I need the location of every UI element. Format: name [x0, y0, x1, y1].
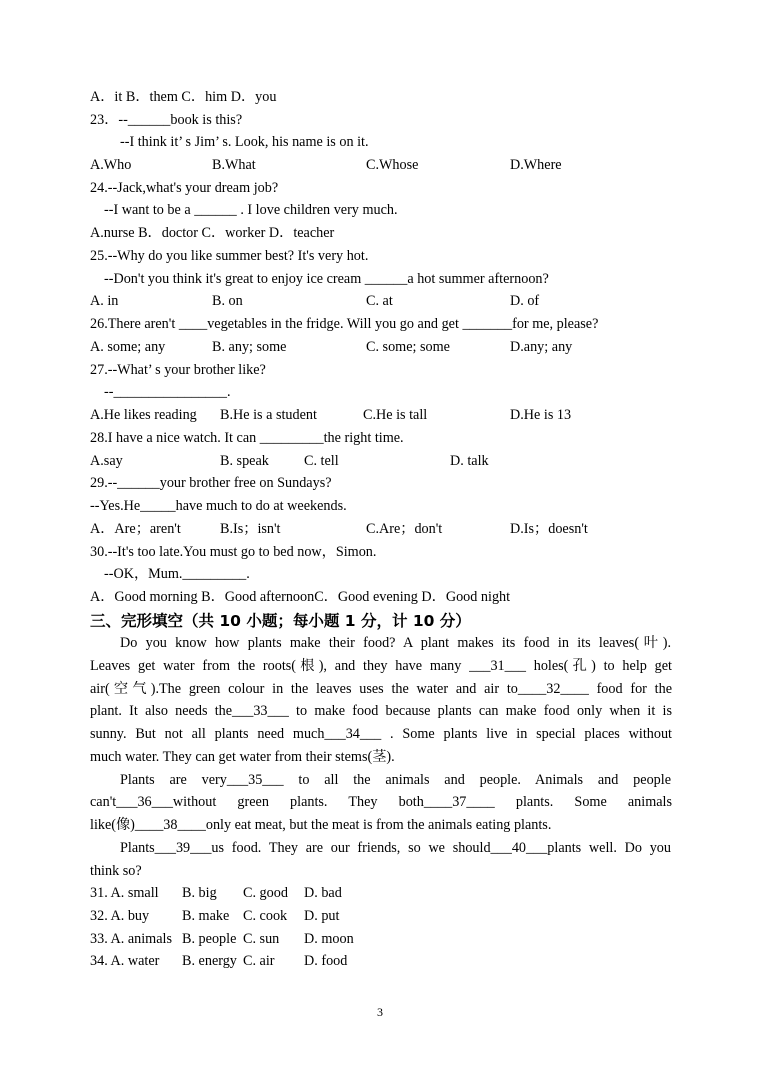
- option-a: A.Who: [90, 157, 132, 173]
- option-b: B. any; some: [212, 339, 287, 355]
- q24-options: A.nurse B．doctor C．worker D．teacher: [90, 225, 335, 241]
- option-a: A. some; any: [90, 339, 166, 355]
- cloze-options-33: [90, 928, 672, 950]
- passage-p1-line: much water. They can get water from their stems(茎).: [90, 749, 395, 765]
- option-c: C. some; some: [366, 339, 450, 355]
- option-c: C.Are；don't: [366, 521, 443, 537]
- option-a: A．Are；aren't: [90, 521, 181, 537]
- q22-options: A．it B．them C．him D．you: [90, 89, 277, 105]
- option-b: B. big: [182, 885, 217, 901]
- passage-p3-line: Plants___39___us food. They are our friends, so we should___40___plants well. Do you: [120, 840, 671, 856]
- passage-p1-line: Do you know how plants make their food? A plant makes its food in its leaves(叶).: [120, 635, 671, 651]
- option-c: C. cook: [243, 908, 288, 924]
- option-c: C.Whose: [366, 157, 419, 173]
- option-d: D. food: [304, 953, 348, 969]
- option-b: B. energy: [182, 953, 237, 969]
- passage-p2-line: Plants are very___35___ to all the animals and people. Animals and people: [120, 772, 671, 788]
- passage-p3-line: think so?: [90, 863, 142, 879]
- q26-stem: 26.There aren't ____vegetables in the fridge. Will you go and get _______for me, please?: [90, 316, 599, 332]
- q26-options: [90, 336, 672, 358]
- q27-stem: 27.--What’ s your brother like?: [90, 362, 266, 378]
- option-b: B. people: [182, 931, 237, 947]
- option-c: C.He is tall: [363, 407, 428, 423]
- page-number: 3: [377, 1005, 383, 1019]
- option-c: C. good: [243, 885, 288, 901]
- option-a: A.He likes reading: [90, 407, 197, 423]
- passage-p1-line: plant. It also needs the___33___ to make food because plants can make food only when it is: [90, 703, 672, 719]
- cloze-options-32: [90, 905, 672, 927]
- option-d: D.He is 13: [510, 407, 572, 423]
- q24-stem: 24.--Jack,what's your dream job?: [90, 180, 279, 196]
- q25-stem: 25.--Why do you like summer best? It's very hot.: [90, 248, 369, 264]
- option-b: B.He is a student: [220, 407, 317, 423]
- q23-dialog: --I think it’ s Jim’ s. Look, his name is on it.: [120, 134, 369, 150]
- option-b: B. make: [182, 908, 230, 924]
- option-c: C. sun: [243, 931, 280, 947]
- passage-p1-line: Leaves get water from the roots(根), and they have many ___31___ holes(孔) to help get: [90, 658, 672, 674]
- cloze-options-34: [90, 950, 672, 972]
- q29-options: [90, 518, 672, 540]
- option-d: D.Is；doesn't: [510, 521, 588, 537]
- q27-dialog: --________________.: [104, 384, 231, 400]
- option-a: A. in: [90, 293, 119, 309]
- q25-dialog: --Don't you think it's great to enjoy ice cream ______a hot summer afternoon?: [104, 271, 549, 287]
- option-d: D. moon: [304, 931, 354, 947]
- q30-dialog: --OK，Mum._________.: [104, 566, 250, 582]
- option-c: C. tell: [304, 453, 339, 469]
- option-a: 33. A. animals: [90, 931, 172, 947]
- option-b: B.What: [212, 157, 256, 173]
- q30-options: A．Good morning B．Good afternoonC．Good evening D．Good night: [90, 589, 511, 605]
- q24-dialog: --I want to be a ______ . I love children very much.: [104, 202, 398, 218]
- option-c: C. air: [243, 953, 275, 969]
- q30-stem: 30.--It's too late.You must go to bed now，Simon.: [90, 544, 377, 560]
- q29-dialog: --Yes.He_____have much to do at weekends.: [90, 498, 347, 514]
- passage-p2-line: like(像)____38____only eat meat, but the meat is from the animals eating plants.: [90, 817, 552, 833]
- q23-options: [90, 154, 672, 176]
- section-title: 三、完形填空（共 10 小题；每小题 1 分，计 10 分）: [90, 612, 471, 630]
- option-a: 34. A. water: [90, 953, 160, 969]
- option-a: 32. A. buy: [90, 908, 150, 924]
- q29-stem: 29.--______your brother free on Sundays?: [90, 475, 332, 491]
- q25-options: [90, 290, 672, 312]
- option-d: D. of: [510, 293, 540, 309]
- passage-p2-line: can't___36___without green plants. They both____37____ plants. Some animals: [90, 794, 672, 810]
- q28-stem: 28.I have a nice watch. It can _________the right time.: [90, 430, 404, 446]
- option-d: D. bad: [304, 885, 342, 901]
- passage-p1-line: air(空气).The green colour in the leaves uses the water and air to____32____ food for the: [90, 681, 672, 697]
- option-d: D.any; any: [510, 339, 573, 355]
- cloze-options-31: [90, 882, 672, 904]
- option-a: A.say: [90, 453, 123, 469]
- option-b: B.Is；isn't: [220, 521, 281, 537]
- q27-options: [90, 404, 672, 426]
- option-b: B. speak: [220, 453, 269, 469]
- option-d: D.Where: [510, 157, 562, 173]
- q23-stem: 23．--______book is this?: [90, 112, 243, 128]
- option-a: 31. A. small: [90, 885, 159, 901]
- option-c: C. at: [366, 293, 393, 309]
- q28-options: [90, 450, 672, 472]
- option-d: D. put: [304, 908, 340, 924]
- option-d: D. talk: [450, 453, 489, 469]
- passage-p1-line: sunny. But not all plants need much___34___ . Some plants live in special places without: [90, 726, 672, 742]
- option-b: B. on: [212, 293, 243, 309]
